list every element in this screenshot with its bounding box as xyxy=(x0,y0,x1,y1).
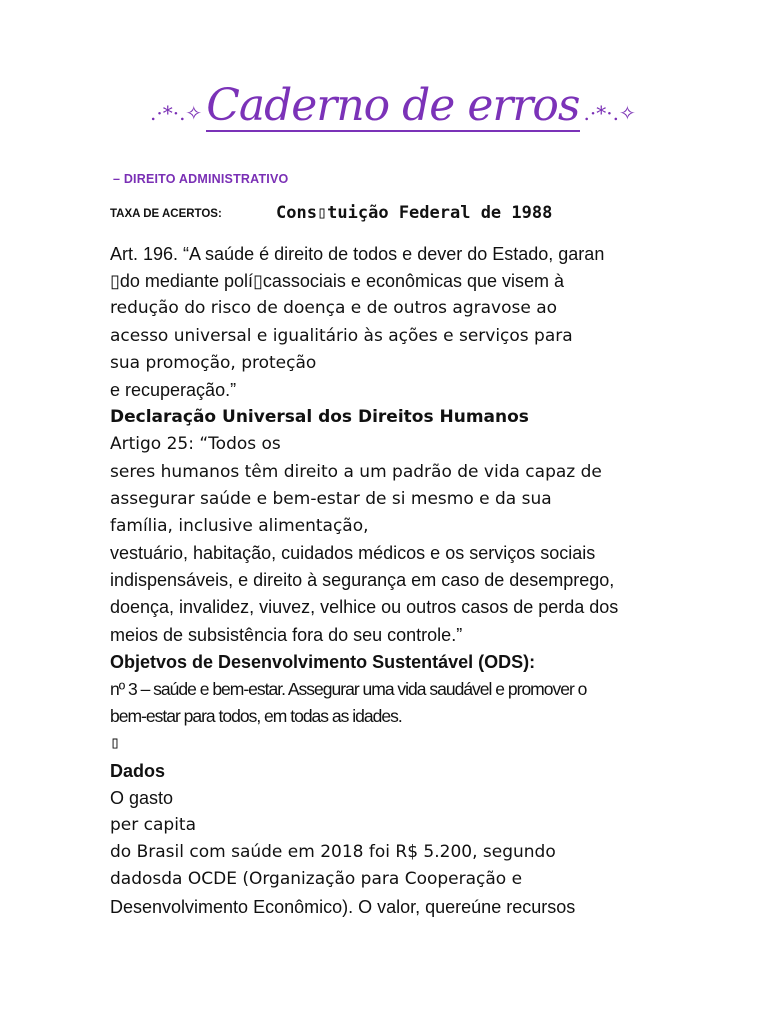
text-line: bem-estar para todos, em todas as idades. xyxy=(110,706,402,727)
text-line: assegurar saúde e bem-estar de si mesmo e da sua xyxy=(110,488,552,509)
section-heading: Objetvos de Desenvolvimento Sustentável (ODS): xyxy=(110,651,536,672)
text-line: vestuário, habitação, cuidados médicos e os serviços sociais xyxy=(110,543,596,564)
text-line: acesso universal e igualitário às ações e serviços para xyxy=(110,325,573,346)
text-line: O gasto xyxy=(110,787,174,808)
text-line: meios de subsistência fora do seu controle.” xyxy=(110,624,463,645)
missing-glyph: ▯ xyxy=(110,733,121,754)
section-heading: Dados xyxy=(110,760,166,781)
hit-rate-label: TAXA DE ACERTOS: xyxy=(110,208,222,220)
text-line: indispensáveis, e direito à segurança em caso de desemprego, xyxy=(110,570,615,591)
text-line: família, inclusive alimentação, xyxy=(110,515,369,536)
text-line: nº 3 – saúde e bem-estar. Assegurar uma vida saudável e promover o xyxy=(110,679,587,699)
text-line: redução do risco de doença e de outros agravose ao xyxy=(110,298,558,319)
text-line: per capita xyxy=(110,814,197,835)
text-line: Desenvolvimento Econômico). O valor, quereúne recursos xyxy=(110,896,576,917)
sparkle-left-decoration: .·*·.✧ xyxy=(150,101,203,125)
text-line: ▯do mediante polí▯cassociais e econômicas que visem à xyxy=(110,271,565,292)
text-line: sua promoção, proteção xyxy=(110,352,317,373)
text-line: Artigo 25: “Todos os xyxy=(110,434,281,455)
text-line: e recuperação.” xyxy=(110,379,237,400)
text-line: dadosda OCDE (Organização para Cooperação e xyxy=(110,869,523,890)
sparkle-right-decoration: .·*·.✧ xyxy=(583,101,636,125)
constitution-heading: Cons▯tuição Federal de 1988 xyxy=(276,203,553,223)
text-line: Art. 196. “A saúde é direito de todos e dever do Estado, garan xyxy=(110,244,605,264)
document-body xyxy=(110,241,710,921)
text-line: seres humanos têm direito a um padrão de vida capaz de xyxy=(110,461,602,482)
subject-label: – DIREITO ADMINISTRATIVO xyxy=(113,172,289,186)
section-heading: Declaração Universal dos Direitos Humanos xyxy=(110,407,529,428)
notebook-title: Caderno de erros xyxy=(206,80,580,131)
notebook-title-row xyxy=(150,80,636,132)
text-line: do Brasil com saúde em 2018 foi R$ 5.200, segundo xyxy=(110,842,556,863)
text-line: doença, invalidez, viuvez, velhice ou outros casos de perda dos xyxy=(110,597,619,618)
